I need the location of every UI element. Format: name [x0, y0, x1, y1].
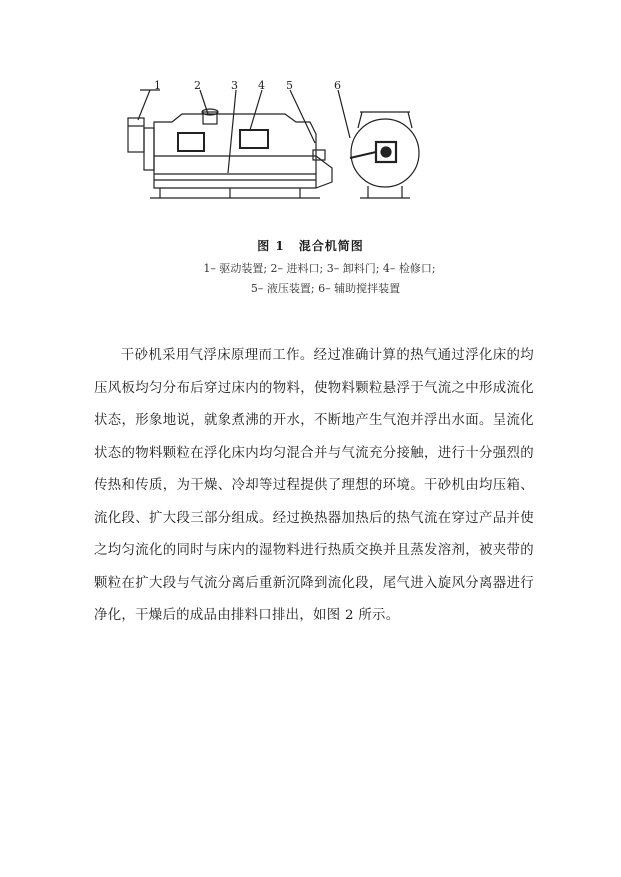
callout-3: 3	[231, 79, 238, 92]
mixer-diagram	[110, 78, 440, 218]
callout-5: 5	[286, 79, 293, 92]
figure-caption-title: 混合机简图	[298, 239, 364, 253]
callout-1: 1	[154, 79, 161, 92]
callout-6: 6	[334, 79, 341, 92]
mixer-drawing	[110, 78, 440, 218]
figure-legend-line-2: 5– 液压装置; 6– 辅助搅拌装置	[250, 282, 401, 295]
figure-legend-line-1: 1– 驱动装置; 2– 进料口; 3– 卸料门; 4– 检修口;	[203, 262, 436, 275]
body-paragraph: 干砂机采用气浮床原理而工作。经过准确计算的热气通过浮化床的均压风板均匀分布后穿过床内的物料，使物料颗粒悬浮于气流之中形成流化状态，形象地说，就象煮沸的开水，不断地产生气泡并浮出水面。呈流化状态的物料颗粒在浮化床内均匀混合并与气流充分接触，进行十分强烈的传热和传质，为干燥、冷却等过程提供了理想的环境。干砂机由均压箱、流化段、扩大段三部分组成。经过换热器加热后的热气流在穿过产品并使之均匀流化的同时与床内的湿物料进行热质交换并且蒸发溶剂，被夹带的颗粒在扩大段与气流分离后重新沉降到流化段，尾气进入旋风分离器进行净化，干燥后的成品由排料口排出，如图 2 所示。	[94, 348, 534, 623]
figure-number: 图 1	[257, 239, 285, 253]
figure-title	[0, 237, 621, 254]
callout-2: 2	[194, 79, 201, 92]
callout-4: 4	[258, 79, 265, 92]
